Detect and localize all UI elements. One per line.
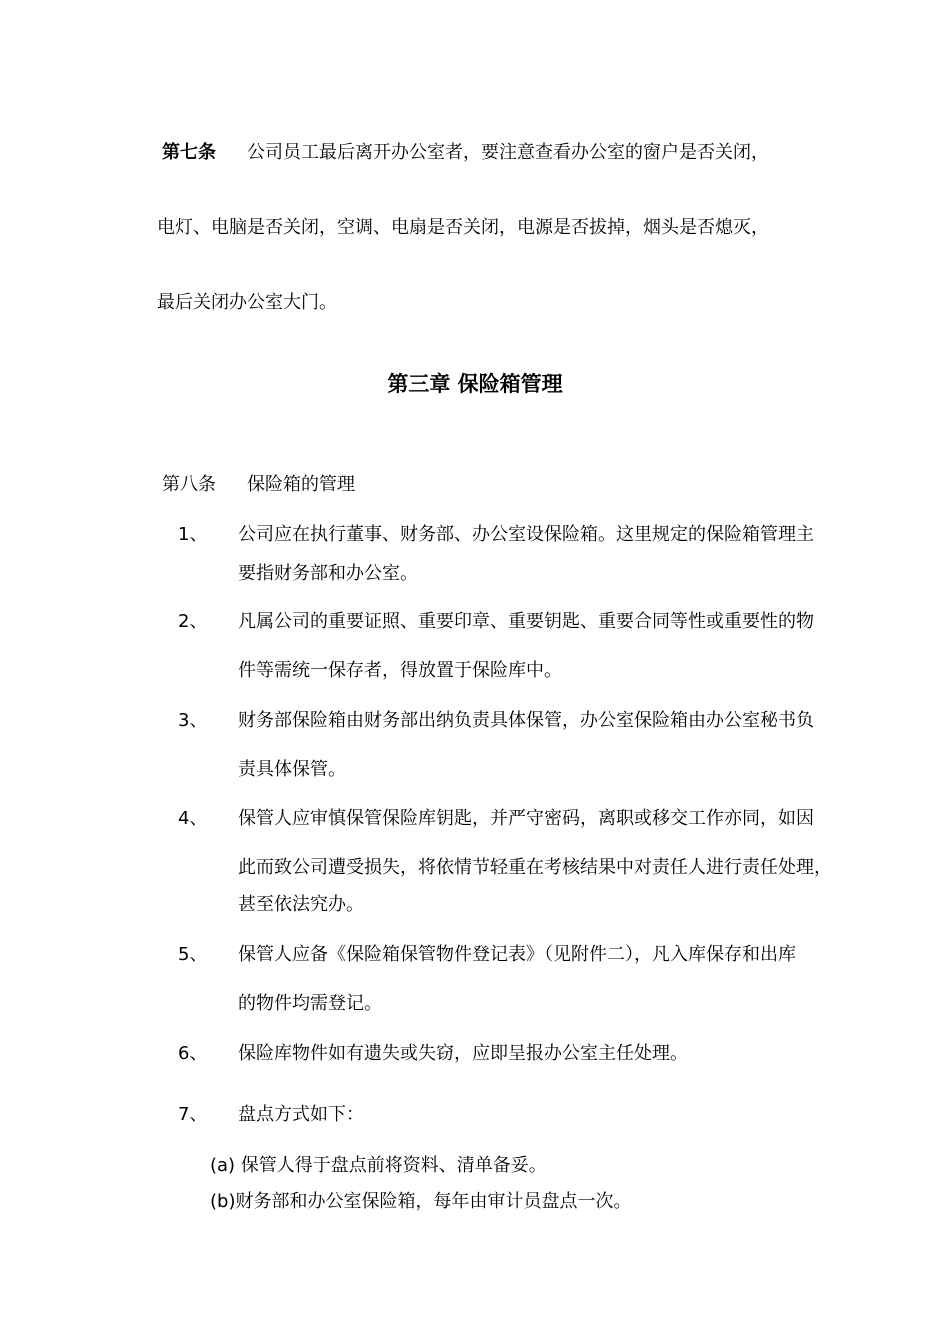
list-item-line: 保险库物件如有遗失或失窃，应即呈报办公室主任处理。 (238, 1043, 688, 1064)
list-item-line: 责具体保管。 (238, 759, 346, 780)
chapter-title: 第三章 保险箱管理 (387, 372, 563, 396)
list-item-line: 的物件均需登记。 (238, 993, 382, 1014)
list-item-number: 2、 (178, 611, 208, 632)
article-8-label: 第八条 (162, 474, 216, 495)
list-item-number: 5、 (178, 944, 208, 965)
list-item-number: 7、 (178, 1104, 208, 1125)
list-item-line: 此而致公司遭受损失，将依情节轻重在考核结果中对责任人进行责任处理， (238, 857, 832, 878)
article-7-label: 第七条 (162, 142, 216, 163)
list-item-number: 1、 (178, 524, 208, 545)
list-item-line: 盘点方式如下： (238, 1104, 364, 1125)
list-item-line: 财务部保险箱由财务部出纳负责具体保管，办公室保险箱由办公室秘书负 (238, 710, 814, 731)
list-item-number: 6、 (178, 1043, 208, 1064)
list-item-line: 保管人应审慎保管保险库钥匙，并严守密码，离职或移交工作亦同，如因 (238, 808, 814, 829)
sub-item-a: (a) 保管人得于盘点前将资料、清单备妥。 (210, 1155, 547, 1176)
list-item-number: 3、 (178, 710, 208, 731)
article-8-heading: 保险箱的管理 (247, 474, 355, 495)
list-item-line: 要指财务部和办公室。 (238, 563, 418, 584)
list-item-line: 件等需统一保存者，得放置于保险库中。 (238, 660, 562, 681)
list-item-line: 甚至依法究办。 (238, 894, 364, 915)
sub-item-b: (b)财务部和办公室保险箱，每年由审计员盘点一次。 (210, 1191, 632, 1212)
list-item-line: 凡属公司的重要证照、重要印章、重要钥匙、重要合同等性或重要性的物 (238, 611, 814, 632)
list-item-line: 保管人应备《保险箱保管物件登记表》（见附件二），凡入库保存和出库 (238, 944, 796, 965)
article-7-line-3: 最后关闭办公室大门。 (157, 292, 337, 313)
article-7-line-2: 电灯、电脑是否关闭，空调、电扇是否关闭，电源是否拔掉，烟头是否熄灭， (157, 217, 769, 238)
list-item-number: 4、 (178, 808, 208, 829)
list-item-line: 公司应在执行董事、财务部、办公室设保险箱。这里规定的保险箱管理主 (238, 524, 814, 545)
article-7-line-1: 公司员工最后离开办公室者，要注意查看办公室的窗户是否关闭， (247, 142, 769, 163)
